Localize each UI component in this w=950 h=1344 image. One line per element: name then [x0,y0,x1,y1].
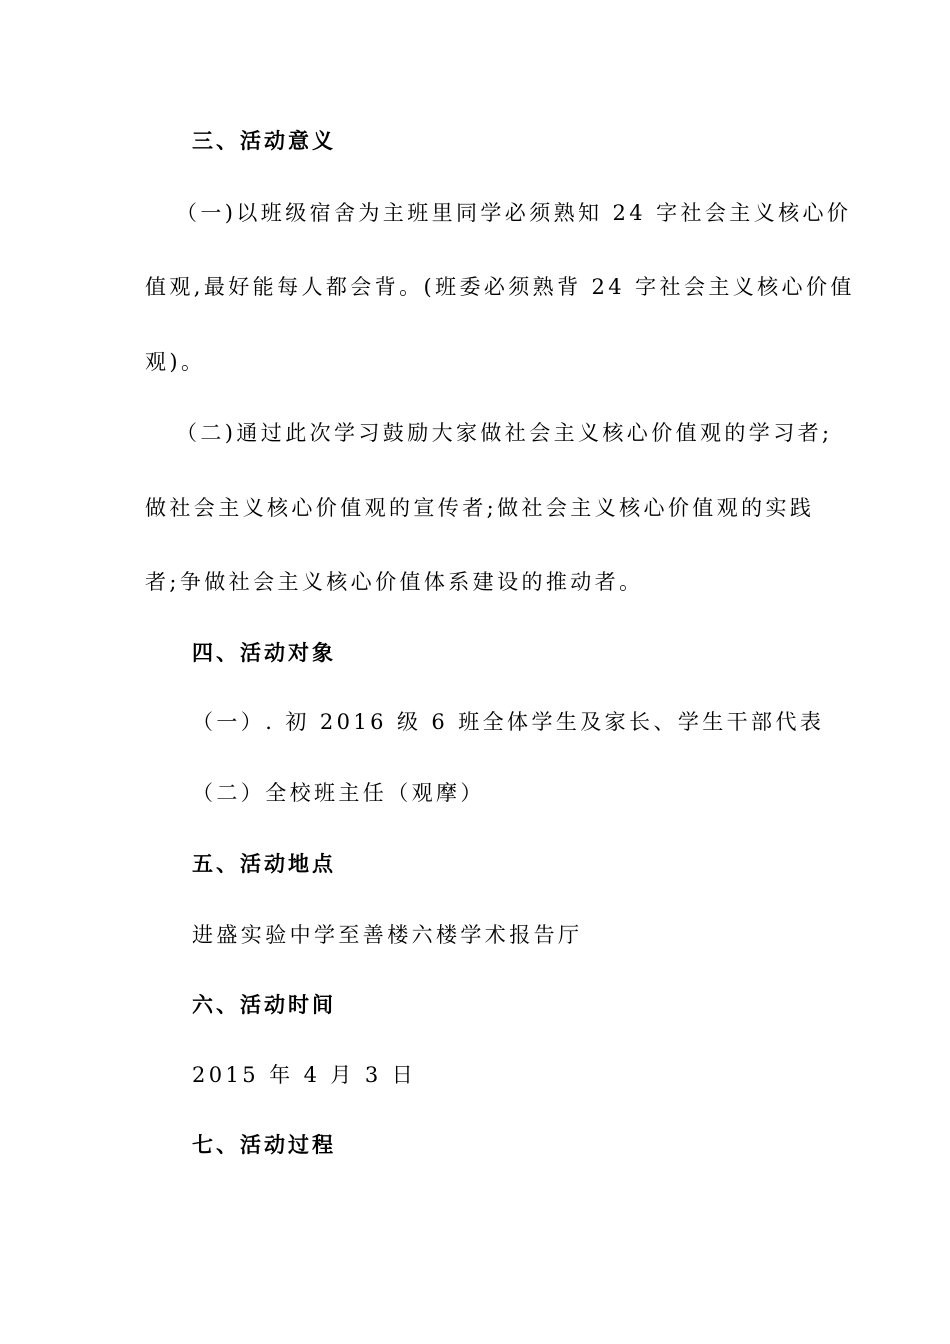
section-3-para-1-line-2: 值观,最好能每人都会背。(班委必须熟背 24 字社会主义核心价值 [145,275,855,299]
section-3-heading: 三、活动意义 [192,128,336,153]
section-3-para-1-line-1: （一)以班级宿舍为主班里同学必须熟知 24 字社会主义核心价 [176,201,852,225]
section-4-item-1: （一）. 初 2016 级 6 班全体学生及家长、学生干部代表 [192,710,825,734]
section-3-para-2-line-1: （二)通过此次学习鼓励大家做社会主义核心价值观的学习者; [176,421,833,445]
section-4-item-2: （二）全校班主任（观摩） [192,781,485,805]
section-5-text: 进盛实验中学至善楼六楼学术报告厅 [192,923,583,947]
section-6-heading: 六、活动时间 [192,992,336,1017]
section-3-para-2-line-2: 做社会主义核心价值观的宣传者;做社会主义核心价值观的实践 [145,496,815,520]
section-7-heading: 七、活动过程 [192,1132,336,1157]
section-5-heading: 五、活动地点 [192,851,336,876]
section-3-para-1-line-3: 观)。 [145,350,206,374]
section-4-heading: 四、活动对象 [192,640,336,665]
section-6-text: 2015 年 4 月 3 日 [192,1063,417,1087]
section-3-para-2-line-3: 者;争做社会主义核心价值体系建设的推动者。 [145,570,644,594]
